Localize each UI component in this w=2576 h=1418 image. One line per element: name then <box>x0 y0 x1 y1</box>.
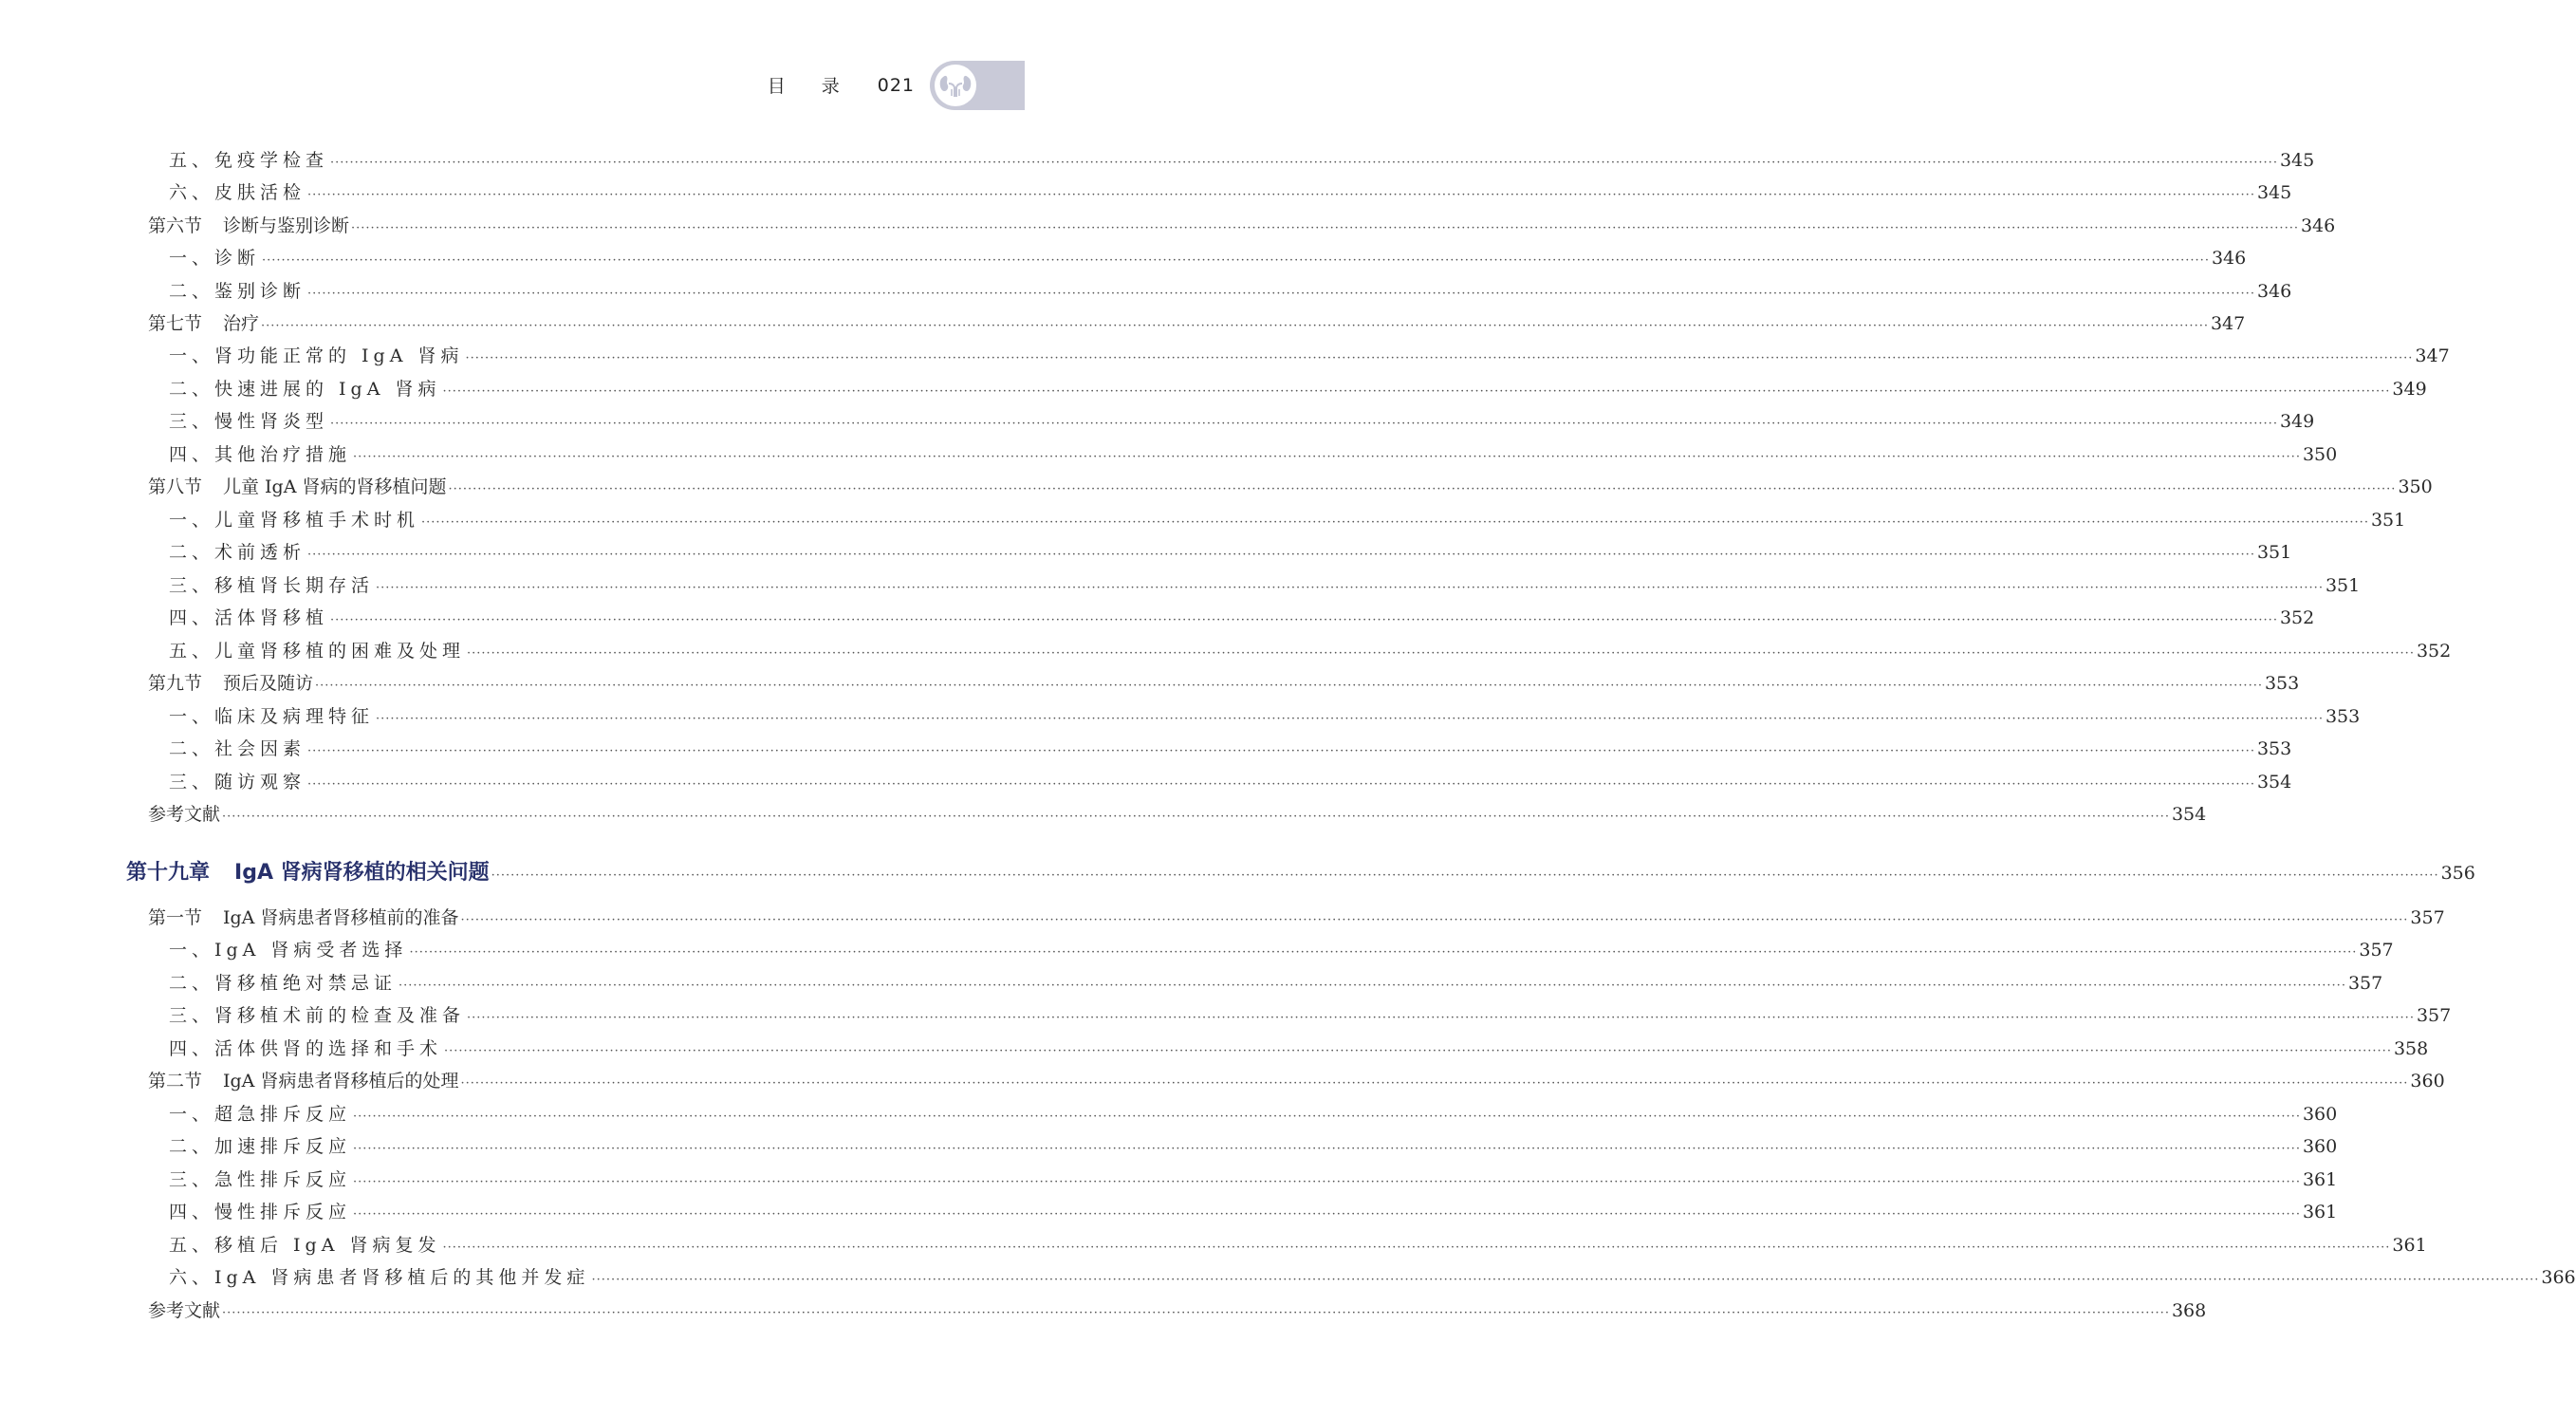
toc-title: 一、肾功能正常的 IgA 肾病 <box>169 345 464 366</box>
toc-label <box>169 737 306 760</box>
toc-item <box>169 345 2450 370</box>
dot-leader: ················································································································································································································································································································································································································ <box>330 417 2278 431</box>
toc-item <box>169 509 2406 534</box>
dot-leader: ················································································································································································································································································································································································································ <box>409 945 2358 960</box>
dot-leader: ················································································································································································································································································································································································································ <box>307 188 2255 202</box>
toc-label <box>148 312 259 335</box>
dot-leader: ················································································································································································································································································································································································································ <box>351 221 2299 235</box>
toc-label <box>169 1037 442 1060</box>
toc-page-number: 347 <box>2210 313 2246 334</box>
dot-leader: ················································································································································································································································································································································································································ <box>222 810 2170 824</box>
toc-page-number: 357 <box>2416 1005 2452 1026</box>
toc-page-number: 353 <box>2256 738 2292 759</box>
dot-leader: ················································································································································································································································································································································································································ <box>442 1241 2391 1255</box>
toc-label <box>148 1299 220 1322</box>
section-number: 第九节 <box>148 673 203 694</box>
toc-label <box>126 862 490 885</box>
header-title: 目录 <box>767 76 876 97</box>
toc-title: 一、儿童肾移植手术时机 <box>169 510 420 531</box>
toc-page-number: 360 <box>2302 1136 2338 1157</box>
toc-page-number: 351 <box>2370 510 2406 531</box>
toc-label <box>169 972 397 995</box>
section-number: 第八节 <box>148 476 203 497</box>
toc-page-number: 353 <box>2264 673 2300 694</box>
section-number: 第七节 <box>148 313 203 334</box>
toc-title: 一、临床及病理特征 <box>169 706 375 727</box>
toc-page-number: 347 <box>2415 345 2450 366</box>
toc-item <box>169 737 2292 763</box>
toc-title: 一、超急排斥反应 <box>169 1104 352 1125</box>
toc-page-number: 346 <box>2211 248 2247 269</box>
dot-leader: ················································································································································································································································································································································································································ <box>353 450 2301 464</box>
dot-leader: ················································································································································································································································································································································································································ <box>376 581 2324 595</box>
toc-title: 三、慢性肾炎型 <box>169 411 329 432</box>
toc-label <box>169 771 306 793</box>
toc-page-number: 358 <box>2393 1038 2429 1059</box>
toc-title: 儿童 IgA 肾病的肾移植问题 <box>223 476 447 497</box>
toc-page-number: 353 <box>2325 706 2361 727</box>
toc-item <box>169 1004 2452 1030</box>
toc-title: 一、IgA 肾病受者选择 <box>169 940 408 961</box>
toc-page-number: 368 <box>2171 1300 2207 1321</box>
dot-leader: ················································································································································································································································································································································································································ <box>376 712 2324 726</box>
toc-title: 三、随访观察 <box>169 772 306 793</box>
toc-item <box>169 1234 2427 1259</box>
toc-item <box>169 705 2361 731</box>
toc-item <box>169 1201 2338 1226</box>
header-page-number: 021 <box>877 74 915 96</box>
toc-label <box>148 803 220 826</box>
toc-label <box>148 476 447 498</box>
toc-title: 三、急性排斥反应 <box>169 1169 352 1190</box>
toc-title: 四、其他治疗措施 <box>169 444 352 465</box>
toc-title: 四、活体供肾的选择和手术 <box>169 1038 443 1059</box>
toc-title: 三、移植肾长期存活 <box>169 575 375 596</box>
toc-label <box>148 672 313 695</box>
toc-title: 一、诊断 <box>169 248 261 269</box>
toc-references <box>148 1299 2207 1325</box>
dot-leader: ················································································································································································································································································································································································································ <box>442 384 2391 399</box>
chapter-tab <box>930 61 1025 110</box>
toc-title: 二、加速排斥反应 <box>169 1136 352 1157</box>
chapter-number: 第十九章 <box>126 861 211 885</box>
toc-page-number: 357 <box>2347 973 2383 994</box>
dot-leader: ················································································································································································································································································································································································································ <box>467 646 2415 661</box>
dot-leader: ················································································································································································································································································································································································································ <box>307 744 2255 758</box>
toc-label <box>169 378 440 401</box>
toc-title: 四、慢性排斥反应 <box>169 1202 352 1222</box>
toc-label <box>169 1135 351 1158</box>
toc-page-number: 351 <box>2325 575 2361 596</box>
dot-leader: ················································································································································································································································································································································································································ <box>222 1306 2170 1320</box>
toc-item <box>169 640 2452 665</box>
toc-label <box>169 181 306 204</box>
toc-title: IgA 肾病肾移植的相关问题 <box>234 861 490 885</box>
section-number: 第六节 <box>148 215 203 236</box>
toc-section <box>148 312 2246 338</box>
toc-title: 二、社会因素 <box>169 738 306 759</box>
toc-section <box>148 1070 2445 1095</box>
dot-leader: ················································································································································································································································································································································································································ <box>353 1175 2301 1189</box>
toc-page-number: 351 <box>2256 542 2292 563</box>
toc-item <box>169 574 2361 600</box>
toc-page-number: 352 <box>2416 641 2452 662</box>
toc-page-number: 361 <box>2302 1202 2338 1222</box>
toc-label <box>169 509 419 532</box>
toc-page-number: 357 <box>2410 907 2445 928</box>
toc-title: 治疗 <box>223 313 260 334</box>
toc-title: 六、IgA 肾病患者肾移植后的其他并发症 <box>169 1267 590 1288</box>
toc-title: 五、儿童肾移植的困难及处理 <box>169 641 466 662</box>
toc-page-number: 350 <box>2398 476 2433 497</box>
toc-label <box>169 574 374 597</box>
toc-references <box>148 803 2207 829</box>
toc-title: 二、快速进展的 IgA 肾病 <box>169 379 441 400</box>
dot-leader: ················································································································································································································································································································································································································ <box>448 482 2397 496</box>
dot-leader: ················································································································································································································································································································································································································ <box>465 351 2414 365</box>
toc-title: 二、肾移植绝对禁忌证 <box>169 973 398 994</box>
toc-section <box>148 476 2433 501</box>
toc-label <box>169 345 463 367</box>
toc-page-number: 357 <box>2359 940 2394 961</box>
toc-title: 参考文献 <box>148 804 221 825</box>
dot-leader: ················································································································································································································································································································································································································ <box>307 287 2255 301</box>
toc-item <box>169 771 2292 796</box>
toc-label <box>169 1234 440 1257</box>
toc-page-number: 352 <box>2279 607 2315 628</box>
toc-page-number: 345 <box>2256 182 2292 203</box>
running-header <box>768 72 915 98</box>
toc-title: IgA 肾病患者肾移植后的处理 <box>223 1071 459 1091</box>
section-number: 第二节 <box>148 1071 203 1091</box>
toc-page-number: 350 <box>2302 444 2338 465</box>
toc-label <box>169 1201 351 1223</box>
dot-leader: ················································································································································································································································································································································································································ <box>491 868 2439 883</box>
toc-item <box>169 1103 2338 1129</box>
toc-label <box>169 606 328 629</box>
toc-label <box>169 1004 465 1027</box>
toc-label <box>169 541 306 564</box>
toc-item <box>169 1037 2429 1063</box>
toc-item <box>169 378 2427 403</box>
toc-item <box>169 247 2247 272</box>
toc-page-number: 356 <box>2440 863 2475 884</box>
toc-title: 六、皮肤活检 <box>169 182 306 203</box>
toc-item <box>169 541 2292 567</box>
toc-label <box>169 280 306 303</box>
toc-title: 四、活体肾移植 <box>169 607 329 628</box>
section-number: 第一节 <box>148 907 203 928</box>
toc-page-number: 349 <box>2279 411 2315 432</box>
dot-leader: ················································································································································································································································································································································································································ <box>353 1110 2301 1124</box>
toc-page-number: 361 <box>2302 1169 2338 1190</box>
toc-title: 五、移植后 IgA 肾病复发 <box>169 1235 441 1256</box>
toc-page-number: 366 <box>2541 1267 2576 1288</box>
toc-title: 参考文献 <box>148 1300 221 1321</box>
toc-label <box>169 149 328 172</box>
toc-item <box>169 939 2394 964</box>
toc-item <box>169 149 2315 175</box>
toc-page-number: 354 <box>2171 804 2207 825</box>
dot-leader: ················································································································································································································································································································································································································ <box>262 253 2210 268</box>
dot-leader: ················································································································································································································································································································································································································ <box>353 1207 2301 1222</box>
toc-item <box>169 1168 2338 1194</box>
toc-title: IgA 肾病患者肾移植前的准备 <box>223 907 459 928</box>
toc-page-number: 345 <box>2279 150 2315 171</box>
dot-leader: ················································································································································································································································································································································································································ <box>444 1044 2392 1058</box>
toc-label <box>148 215 349 237</box>
dot-leader: ················································································································································································································································································································································································································ <box>315 679 2263 693</box>
toc-item <box>169 280 2292 306</box>
toc-label <box>169 640 465 662</box>
dot-leader: ················································································································································································································································································································································································································ <box>421 515 2369 530</box>
toc-page-number: 361 <box>2392 1235 2427 1256</box>
toc-page-number: 354 <box>2256 772 2292 793</box>
toc-title: 诊断与鉴别诊断 <box>223 215 350 236</box>
toc-label <box>169 1168 351 1191</box>
toc-page-number: 346 <box>2256 281 2292 302</box>
toc-page-number: 349 <box>2392 379 2427 400</box>
toc-label <box>169 1103 351 1126</box>
toc-section <box>148 672 2300 698</box>
toc-item <box>169 606 2315 632</box>
toc-title: 二、术前透析 <box>169 542 306 563</box>
dot-leader: ················································································································································································································································································································································································································ <box>460 1076 2409 1091</box>
dot-leader: ················································································································································································································································································································································································································ <box>460 913 2409 927</box>
toc-label <box>148 906 458 929</box>
toc-page-number: 346 <box>2300 215 2336 236</box>
dot-leader: ················································································································································································································································································································································································································ <box>398 979 2346 993</box>
toc-section <box>148 906 2445 932</box>
toc-label <box>169 1266 589 1289</box>
toc-section <box>148 215 2336 240</box>
toc-item <box>169 1135 2338 1161</box>
toc-item <box>169 181 2292 207</box>
dot-leader: ················································································································································································································································································································································································································ <box>330 613 2278 627</box>
dot-leader: ················································································································································································································································································································································································································ <box>307 777 2255 792</box>
toc-title: 五、免疫学检查 <box>169 150 329 171</box>
toc-title: 三、肾移植术前的检查及准备 <box>169 1005 466 1026</box>
toc-item <box>169 443 2338 469</box>
toc-label <box>169 410 328 433</box>
toc-item <box>169 1266 2576 1292</box>
dot-leader: ················································································································································································································································································································································································································ <box>591 1273 2540 1287</box>
dot-leader: ················································································································································································································································································································································································································ <box>467 1011 2415 1025</box>
toc-title: 二、鉴别诊断 <box>169 281 306 302</box>
dot-leader: ················································································································································································································································································································································································································ <box>353 1142 2301 1156</box>
toc-title: 预后及随访 <box>223 673 314 694</box>
toc-label <box>169 705 374 728</box>
toc-label <box>169 443 351 466</box>
toc-label <box>169 247 260 270</box>
toc-item <box>169 410 2315 436</box>
dot-leader: ················································································································································································································································································································································································································ <box>307 548 2255 562</box>
toc-label <box>169 939 407 961</box>
kidney-icon <box>935 65 976 106</box>
dot-leader: ················································································································································································································································································································································································································ <box>330 156 2278 170</box>
toc-label <box>148 1070 458 1092</box>
toc-item <box>169 972 2383 998</box>
toc-page-number: 360 <box>2302 1104 2338 1125</box>
toc-page-number: 360 <box>2410 1071 2445 1091</box>
dot-leader: ················································································································································································································································································································································································································ <box>261 319 2209 333</box>
toc-chapter <box>126 861 2475 887</box>
